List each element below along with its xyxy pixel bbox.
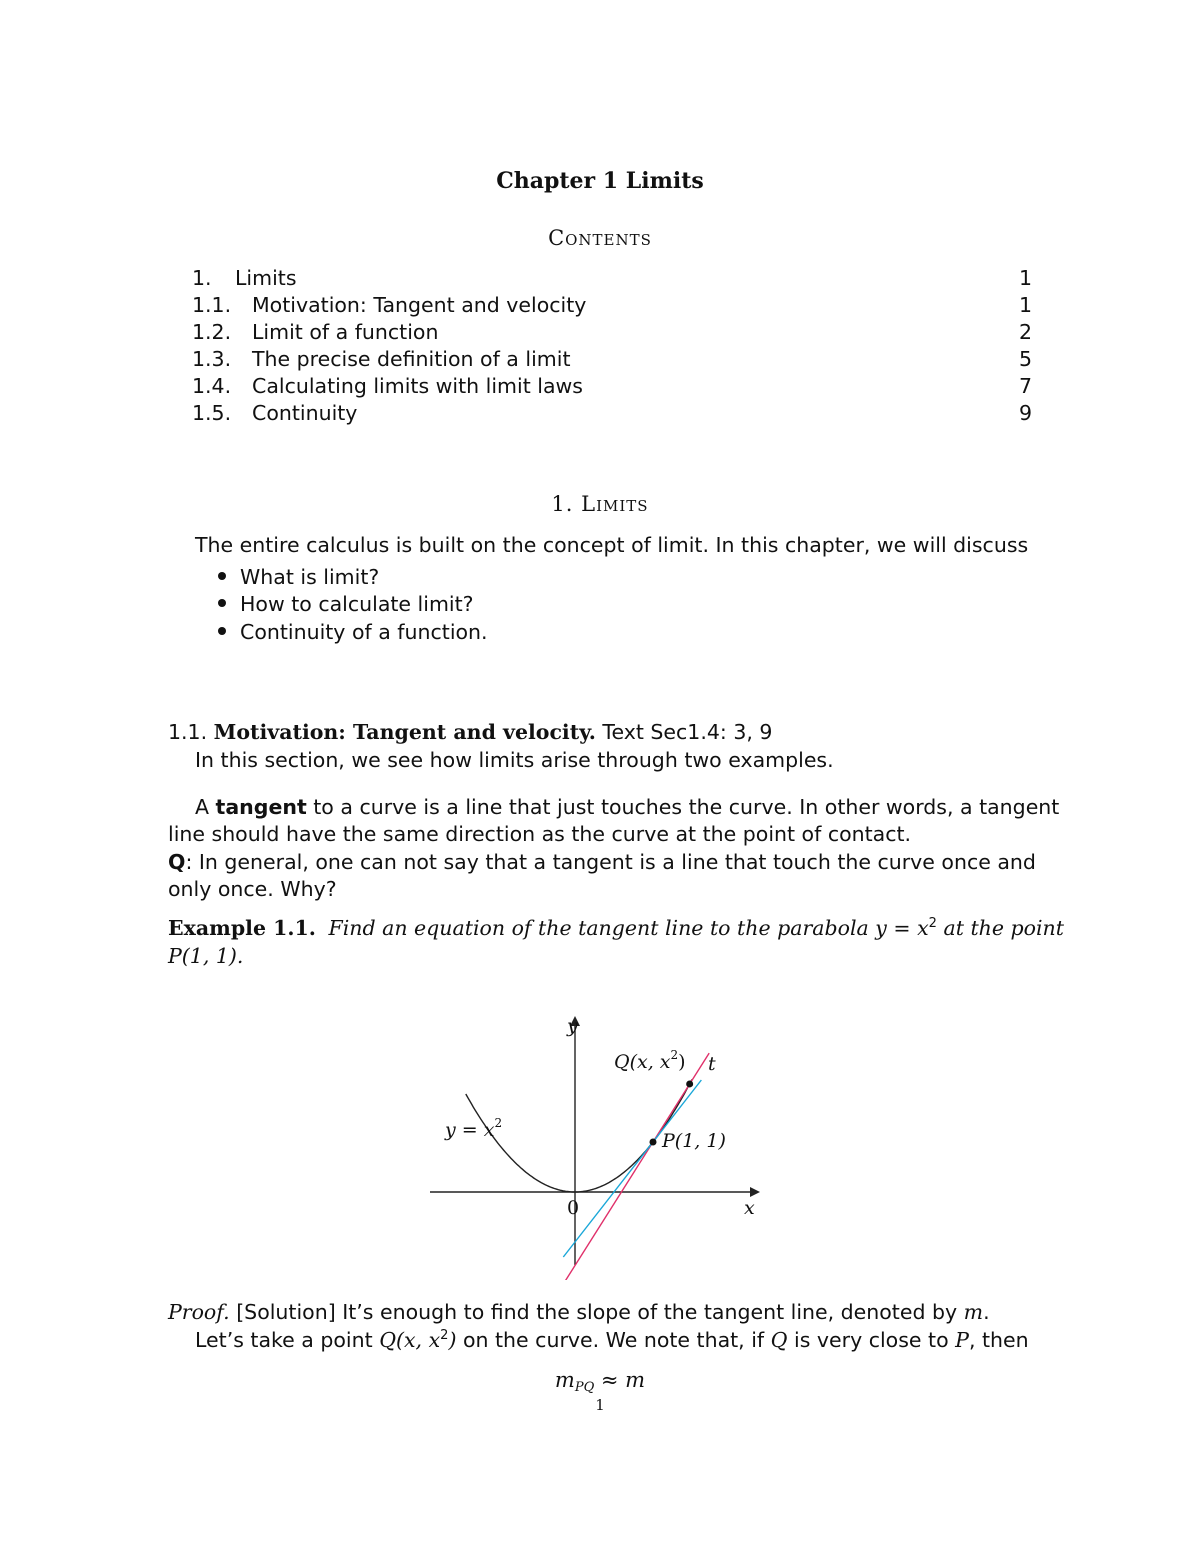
proof-label: Proof. [168, 1300, 230, 1324]
term-tangent: tangent [215, 795, 307, 819]
bullet-dot [218, 627, 226, 635]
section-heading: 1. Limits [551, 492, 649, 516]
toc-item[interactable] [192, 293, 1032, 320]
toc-title: Limit of a function [252, 320, 439, 344]
proof-line: Let’s take a point Q(x, $x^2$) on the curve. We note that, if Q is very close to P, then [195, 1328, 1029, 1352]
example-point: P(1, 1). [168, 944, 244, 968]
toc-number: 1.5. [192, 401, 232, 425]
subsection-title: Motivation: Tangent and velocity. [213, 720, 596, 744]
p-point-label: P(1, 1) [662, 1130, 726, 1152]
toc-title: The precise definition of a limit [252, 347, 571, 371]
toc-title: Motivation: Tangent and velocity [252, 293, 587, 317]
toc-number: 1.2. [192, 320, 232, 344]
toc-item[interactable] [192, 401, 1032, 428]
page-number: 1 [595, 1396, 605, 1414]
parabola-tangent-figure [400, 1010, 800, 1280]
point-q [686, 1080, 693, 1087]
toc-page: 1 [1018, 293, 1032, 317]
toc-item[interactable] [192, 374, 1032, 401]
toc-title: Limits [235, 266, 297, 290]
paragraph: In this section, we see how limits arise through two examples. [195, 748, 834, 772]
example-label: Example 1.1. [168, 916, 316, 940]
toc-number: 1.1. [192, 293, 232, 317]
q-point-label: Q(x, $x^2$) [614, 1048, 686, 1073]
x-axis-label: x [744, 1197, 755, 1219]
toc-item[interactable] [192, 320, 1032, 347]
bullet-dot [218, 572, 226, 580]
curve-label: $y = x^2$ [445, 1116, 503, 1141]
y-axis-label: y [567, 1015, 578, 1037]
subsection-heading: 1.1. Motivation: Tangent and velocity. Text Sec1.4: 3, 9 [168, 720, 773, 744]
toc-page: 7 [1018, 374, 1032, 398]
paragraph: A tangent to a curve is a line that just touches the curve. In other words, a tangent [195, 795, 1060, 819]
bullet-item: What is limit? [218, 565, 379, 589]
origin-label: 0 [567, 1197, 580, 1219]
text-reference: Text Sec1.4: 3, 9 [602, 720, 773, 744]
toc-item[interactable] [192, 266, 1032, 293]
toc-number: 1.4. [192, 374, 232, 398]
toc-title: Continuity [252, 401, 358, 425]
toc-page: 2 [1018, 320, 1032, 344]
section-intro: The entire calculus is built on the concept of limit. In this chapter, we will discuss [195, 533, 1029, 557]
question: Q: In general, one can not say that a tangent is a line that touch the curve once and [168, 850, 1036, 874]
tangent-t-label: t [708, 1053, 716, 1075]
formula: $m_{PQ} \approx m$ [554, 1368, 646, 1395]
tangent-line [563, 1080, 701, 1257]
toc-number: 1.3. [192, 347, 232, 371]
point-p [650, 1139, 657, 1146]
toc-page: 1 [1018, 266, 1032, 290]
chapter-title: Chapter 1 Limits [496, 168, 704, 194]
contents-heading: Contents [548, 226, 652, 250]
proof: Proof. [Solution] It’s enough to find the slope of the tangent line, denoted by m. [168, 1300, 990, 1324]
toc-page: 9 [1018, 401, 1032, 425]
toc-title: Calculating limits with limit laws [252, 374, 583, 398]
toc-item[interactable] [192, 347, 1032, 374]
bullet-item: How to calculate limit? [218, 592, 474, 616]
example: Example 1.1. Find an equation of the tangent line to the parabola $y = x^2$ at the point [168, 916, 1064, 940]
bullet-dot [218, 599, 226, 607]
bullet-item: Continuity of a function. [218, 620, 488, 644]
toc-page: 5 [1018, 347, 1032, 371]
toc-number: 1. [192, 266, 212, 290]
paragraph-line: line should have the same direction as the curve at the point of contact. [168, 822, 912, 846]
question-line: only once. Why? [168, 877, 337, 901]
